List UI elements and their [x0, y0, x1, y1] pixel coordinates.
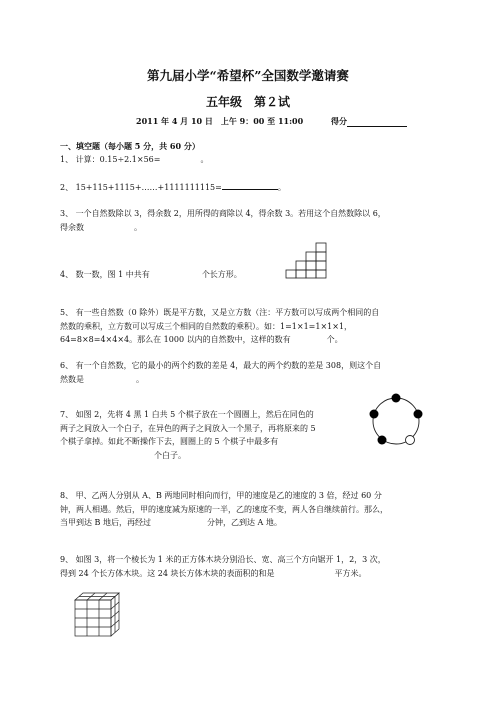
page-title: 第九届小学“希望杯”全国数学邀请赛 [147, 68, 349, 83]
stair-cell [296, 270, 306, 278]
q6-line-1: 6、 有一个自然数，它的最小的两个约数的差是 4，最大的两个约数的差是 308，则这个自 [60, 361, 382, 370]
q3-line-1: 3、 一个自然数除以 3，得余数 2，用所得的商除以 4，得余数 3。若用这个自然数除以 6， [60, 209, 386, 218]
q3-blank[interactable] [84, 221, 134, 230]
q2-blank[interactable] [222, 180, 278, 190]
question-7 [60, 408, 360, 462]
question-6 [60, 359, 436, 386]
black-piece [392, 394, 401, 403]
stair-cell [316, 243, 326, 252]
q8-line-1: 8、 甲、乙两人分别从 A、B 两地同时相向而行，甲的速度是乙的速度的 3 倍，经过 60 分 [60, 491, 382, 500]
q8-end: 分钟，乙到达 A 地。 [206, 518, 282, 527]
question-5 [60, 306, 436, 347]
score-blank[interactable] [347, 118, 407, 127]
question-8 [60, 489, 436, 530]
stair-cell [296, 261, 306, 270]
q3-end: 。 [134, 222, 142, 232]
black-piece [414, 410, 423, 419]
stair-cell [306, 252, 316, 261]
section-heading: 一、填空题（每小题 5 分，共 60 分） [60, 141, 200, 151]
figure-3-cut-cube [73, 590, 123, 640]
q9-end: 平方米。 [334, 568, 367, 578]
black-piece [378, 436, 387, 445]
question-2 [60, 180, 436, 195]
q5-line-2: 然数的乘积，立方数可以写成三个相同的自然数的乘积）。如：1=1×1=1×1×1， [60, 321, 353, 331]
stair-cell [306, 261, 316, 270]
figure-1-staircase [270, 241, 340, 279]
q6-blank[interactable] [84, 373, 136, 382]
q6-line-2: 然数是 [60, 374, 84, 384]
q8-line-3: 当甲到达 B 地后，再经过 [60, 518, 151, 527]
q5-line-1: 5、 有一些自然数（0 除外）既是平方数，又是立方数（注：平方数可以写成两个相同的自 [60, 308, 380, 317]
q5-blank[interactable] [291, 333, 327, 342]
question-1 [60, 153, 436, 167]
q2-text: 2、 15+115+1115+……+1111111115= [60, 183, 222, 192]
q4-text: 4、 数一数，图 1 中共有 [60, 270, 150, 279]
stair-cell [316, 252, 326, 261]
q9-line-2: 得到 24 个长方体木块。这 24 块长方体木块的表面积的和是 [60, 568, 275, 578]
score-label: 得分 [331, 116, 347, 126]
q7-line-3: 个棋子拿掉。如此不断操作下去，圆圈上的 5 个棋子中最多有 [60, 437, 279, 446]
stair-cell [316, 270, 326, 278]
figure-2-circle-pieces [365, 392, 427, 450]
q5-line-3: 64=8×8=4×4×4。那么在 1000 以内的自然数中，这样的数有 [60, 335, 291, 344]
q1-text: 1、 计算：0.15÷2.1×56= [60, 155, 161, 164]
q9-blank[interactable] [275, 567, 335, 576]
q8-blank[interactable] [151, 516, 207, 525]
q2-end: 。 [277, 183, 286, 192]
q6-end: 。 [136, 374, 144, 384]
stair-cell [306, 270, 316, 278]
q7-line-2: 两子之间放入一个白子，在异色的两子之间放入一个黑子，再将原来的 5 [60, 423, 316, 433]
white-piece [406, 436, 415, 445]
q5-end: 个。 [326, 335, 343, 344]
q4-end: 个长方形。 [201, 270, 242, 279]
question-3 [60, 207, 436, 234]
q1-blank[interactable] [160, 153, 200, 162]
exam-dateline: 2011 年 4 月 10 日 上午 9：00 至 11:00 [136, 116, 304, 126]
q8-line-2: 钟，两人相遇。然后，甲的速度减为原速的一半，乙的速度不变，两人各自继续前行。那么， [60, 504, 388, 514]
question-4 [60, 268, 436, 282]
q7-line-4: 个白子。 [154, 450, 186, 460]
q9-line-1: 9、 如图 3，将一个棱长为 1 米的正方体木块分别沿长、宽、高三个方向锯开 1，2，3 次， [60, 555, 386, 564]
black-piece [370, 410, 379, 419]
q7-line-1: 7、 如图 2，先将 4 黑 1 白共 5 个棋子放在一个圆圈上，然后在同色的 [60, 410, 314, 419]
q1-end: 。 [200, 155, 209, 164]
q3-line-2: 得余数 [60, 222, 84, 232]
page-subtitle: 五年级 第２试 [205, 95, 290, 109]
stair-cell [286, 270, 296, 278]
stair-cell [316, 261, 326, 270]
q4-blank[interactable] [150, 268, 202, 277]
question-9 [60, 553, 436, 580]
score-field [331, 116, 407, 127]
